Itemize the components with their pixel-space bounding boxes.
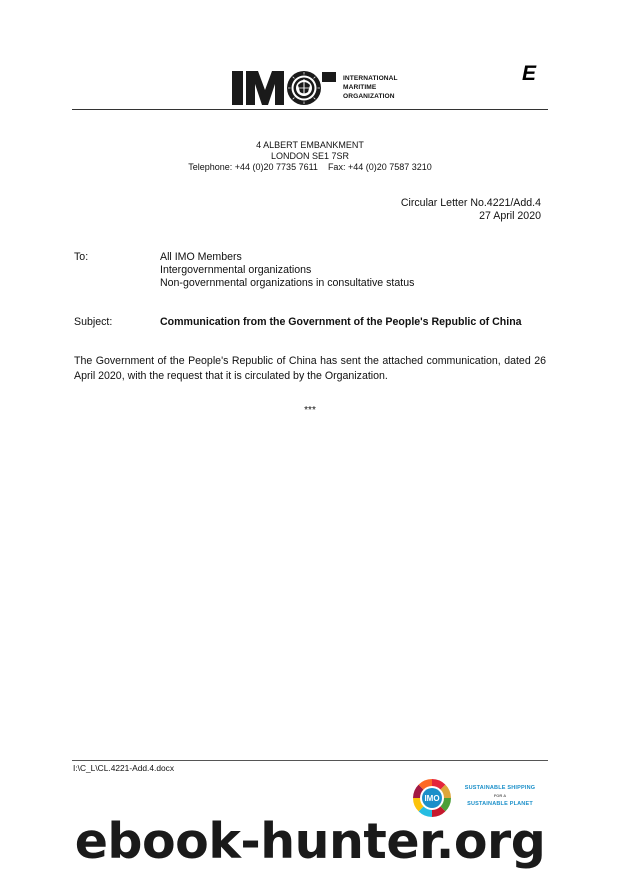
address-line-1: 4 ALBERT EMBANKMENT <box>256 140 364 150</box>
org-name-line: INTERNATIONAL <box>343 75 398 82</box>
language-code: E <box>522 62 537 85</box>
to-label: To: <box>74 251 89 263</box>
recipient-item: Non-governmental organizations in consultative status <box>160 277 415 289</box>
recipient-item: All IMO Members <box>160 251 242 263</box>
watermark: ebook-hunter.org <box>74 813 546 870</box>
subject-label: Subject: <box>74 316 113 328</box>
slogan-line: SUSTAINABLE SHIPPING <box>464 785 536 791</box>
svg-text:IMO: IMO <box>424 794 440 803</box>
imo-logo <box>232 70 412 108</box>
header-divider <box>72 109 548 110</box>
org-name <box>343 74 398 102</box>
slogan-line: FOR A <box>493 793 507 798</box>
subject-text: Communication from the Government of the People's Republic of China <box>160 316 522 328</box>
section-separator: *** <box>304 405 316 416</box>
telephone-number: Telephone: +44 (0)20 7735 7611 <box>188 162 318 172</box>
org-name-line: MARITIME <box>343 84 377 92</box>
org-name-line: ORGANIZATION <box>343 93 395 101</box>
body-paragraph: The Government of the People's Republic of China has sent the attached communication, dated 26 April 2020, with the request that it is circulated by the Organization. <box>74 355 546 382</box>
footer-divider <box>72 760 548 761</box>
contact-numbers <box>0 162 620 172</box>
address-line-2: LONDON SE1 7SR <box>270 151 350 161</box>
file-path: I:\C_L\CL.4221-Add.4.docx <box>73 763 175 773</box>
circular-letter-number: Circular Letter No.4221/Add.4 <box>400 197 541 209</box>
fax-number: Fax: +44 (0)20 7587 3210 <box>327 162 432 172</box>
imo-logo-mark <box>232 70 338 106</box>
sustainability-slogan <box>456 784 544 808</box>
slogan-line: SUSTAINABLE PLANET <box>467 801 533 807</box>
circular-letter-date: 27 April 2020 <box>479 210 541 222</box>
recipient-item: Intergovernmental organizations <box>160 264 312 276</box>
